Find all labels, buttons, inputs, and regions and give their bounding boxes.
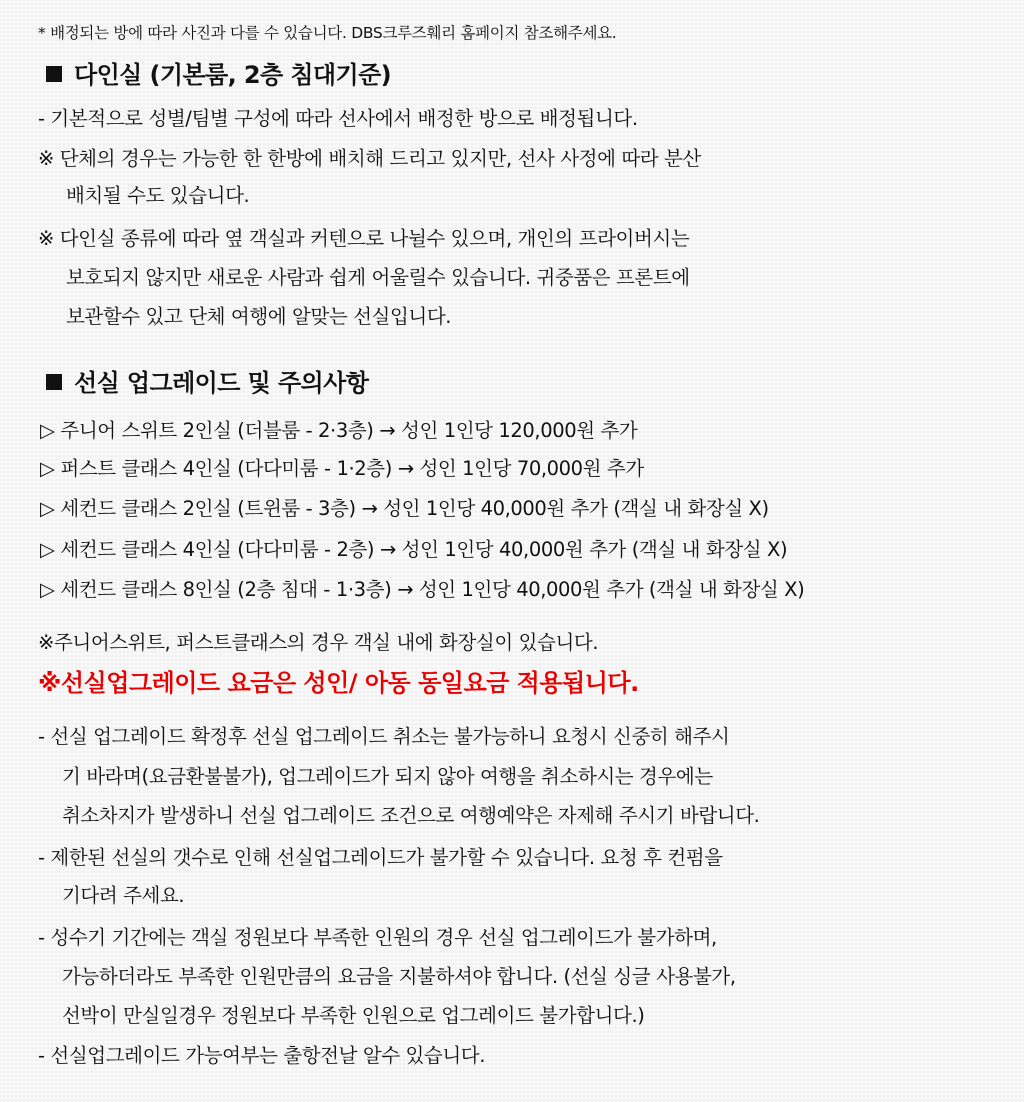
caution-line: - 성수기 기간에는 객실 정원보다 부족한 인원의 경우 선실 업그레이드가 불가하며,: [38, 926, 717, 949]
square-bullet-icon: [46, 374, 62, 390]
section1-line: 보관할수 있고 단체 여행에 알맞는 선실입니다.: [66, 305, 452, 328]
upgrade-option-item: ▷ 퍼스트 클래스 4인실 (다다미룸 - 1·2층) → 성인 1인당 70,000원 추가: [40, 457, 644, 480]
upgrade-option-item: ▷ 세컨드 클래스 4인실 (다다미룸 - 2층) → 성인 1인당 40,000원 추가 (객실 내 화장실 X): [40, 538, 788, 561]
caution-line: 선박이 만실일경우 정원보다 부족한 인원으로 업그레이드 불가합니다.): [62, 1004, 645, 1027]
section2-heading-text: 선실 업그레이드 및 주의사항: [74, 369, 369, 397]
square-bullet-icon: [46, 66, 62, 82]
section-heading-multi-bed-room: [46, 62, 391, 88]
same-fare-notice: ※선실업그레이드 요금은 성인/ 아동 동일요금 적용됩니다.: [38, 669, 639, 697]
section1-heading-text: 다인실 (기본룸, 2층 침대기준): [74, 61, 392, 89]
section1-line: ※ 다인실 종류에 따라 옆 객실과 커텐으로 나뉠수 있으며, 개인의 프라이버시는: [38, 227, 690, 250]
caution-line: 기 바라며(요금환불불가), 업그레이드가 되지 않아 여행을 취소하시는 경우에는: [62, 765, 713, 788]
caution-line: 가능하더라도 부족한 인원만큼의 요금을 지불하셔야 합니다. (선실 싱글 사용불가,: [62, 965, 736, 988]
section1-line: ※ 단체의 경우는 가능한 한 한방에 배치해 드리고 있지만, 선사 사정에 따라 분산: [38, 147, 701, 170]
caution-line: - 선실업그레이드 가능여부는 출항전날 알수 있습니다.: [38, 1044, 486, 1067]
section1-line: 배치될 수도 있습니다.: [66, 184, 250, 207]
section-heading-cabin-upgrade: [46, 370, 368, 396]
upgrade-option-item: ▷ 주니어 스위트 2인실 (더블룸 - 2·3층) → 성인 1인당 120,000원 추가: [40, 419, 638, 442]
upgrade-option-item: ▷ 세컨드 클래스 8인실 (2층 침대 - 1·3층) → 성인 1인당 40,000원 추가 (객실 내 화장실 X): [40, 578, 805, 601]
caution-line: - 제한된 선실의 갯수로 인해 선실업그레이드가 불가할 수 있습니다. 요청 후 컨펌을: [38, 846, 723, 869]
room-assignment-notice: * 배정되는 방에 따라 사진과 다를 수 있습니다. DBS크루즈훼리 홈페이지 참조해주세요.: [38, 24, 617, 42]
bathroom-note: ※주니어스위트, 퍼스트클래스의 경우 객실 내에 화장실이 있습니다.: [38, 631, 599, 654]
caution-line: - 선실 업그레이드 확정후 선실 업그레이드 취소는 불가능하니 요청시 신중히 해주시: [38, 725, 730, 748]
upgrade-option-item: ▷ 세컨드 클래스 2인실 (트윈룸 - 3층) → 성인 1인당 40,000원 추가 (객실 내 화장실 X): [40, 497, 769, 520]
caution-line: 기다려 주세요.: [62, 884, 185, 907]
section1-line: 보호되지 않지만 새로운 사람과 쉽게 어울릴수 있습니다. 귀중품은 프론트에: [66, 266, 690, 289]
section1-line: - 기본적으로 성별/팀별 구성에 따라 선사에서 배정한 방으로 배정됩니다.: [38, 107, 638, 130]
caution-line: 취소차지가 발생하니 선실 업그레이드 조건으로 여행예약은 자제해 주시기 바랍니다.: [62, 804, 760, 827]
